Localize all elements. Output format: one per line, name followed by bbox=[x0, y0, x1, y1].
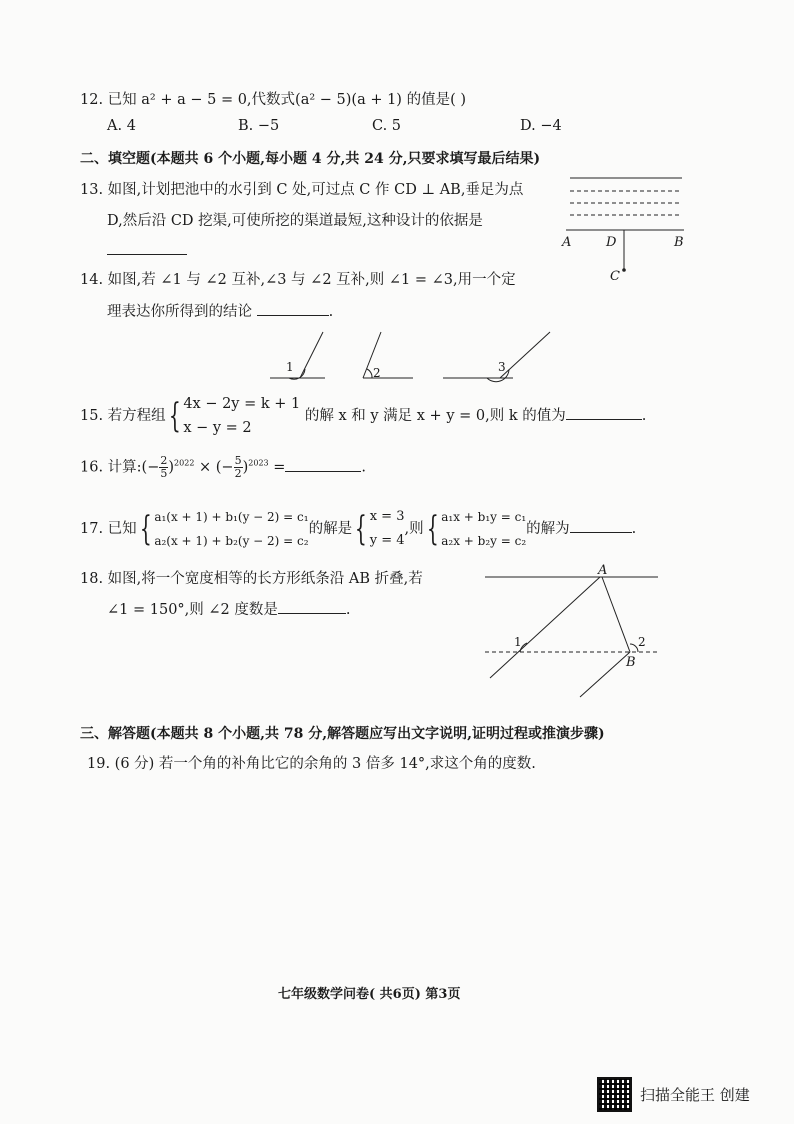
figure-18-folded-strip bbox=[480, 560, 680, 700]
point-b-label-18: B bbox=[626, 655, 636, 670]
question-17-mid2: ,则 bbox=[404, 521, 424, 537]
question-13-line1: 13. 如图,计划把池中的水引到 C 处,可过点 C 作 CD ⊥ AB,垂足为点 bbox=[80, 182, 524, 198]
question-14-line1: 14. 如图,若 ∠1 与 ∠2 互补,∠3 与 ∠2 互补,则 ∠1 = ∠3,用一个定 bbox=[80, 272, 516, 288]
answer-blank-18 bbox=[278, 600, 346, 614]
answer-blank-15 bbox=[566, 406, 642, 420]
option-c: C. 5 bbox=[372, 118, 402, 134]
answer-blank-17 bbox=[570, 519, 632, 533]
option-d: D. −4 bbox=[520, 118, 562, 134]
question-14-text: 理表达你所得到的结论 bbox=[107, 304, 252, 320]
question-15: 15. 若方程组{ 4x − 2y = k + 1 x − y = 2 的解 x 和 y 满足 x + y = 0,则 k 的值为 . bbox=[80, 392, 646, 440]
equation-17-4: a₂x + b₂y = c₂ bbox=[441, 534, 527, 548]
question-18-line1: 18. 如图,将一个宽度相等的长方形纸条沿 AB 折叠,若 bbox=[80, 571, 423, 587]
question-18-line2: ∠1 = 150°,则 ∠2 度数是 . bbox=[107, 602, 351, 618]
equation-system-15 bbox=[183, 392, 300, 440]
answer-blank-16 bbox=[285, 458, 361, 472]
question-16-prefix: 16. 计算:(− bbox=[80, 459, 160, 476]
page-footer: 七年级数学问卷( 共6页) 第3页 bbox=[278, 987, 461, 1002]
point-a-label: A bbox=[562, 235, 572, 250]
solution-17-x: x = 3 bbox=[369, 509, 405, 524]
angle-2-label: 2 bbox=[373, 366, 381, 380]
equation-15-2: x − y = 2 bbox=[183, 420, 252, 436]
equation-system-17a bbox=[154, 505, 308, 553]
answer-blank-14 bbox=[257, 302, 329, 316]
equation-system-17b bbox=[441, 505, 526, 553]
question-16-mid: × (− bbox=[199, 459, 234, 476]
equation-17-3: a₁x + b₁y = c₁ bbox=[441, 510, 527, 524]
equation-17-2: a₂(x + 1) + b₂(y − 2) = c₂ bbox=[154, 534, 309, 548]
answer-blank-13 bbox=[107, 240, 187, 259]
exponent-1: 2022 bbox=[174, 458, 195, 468]
equation-17-1: a₁(x + 1) + b₁(y − 2) = c₁ bbox=[154, 510, 309, 524]
fraction2-numerator: 5 bbox=[234, 454, 242, 467]
angle-1-label-18: 1 bbox=[514, 635, 522, 649]
question-12: 12. 已知 a² + a − 5 = 0,代数式(a² − 5)(a + 1) 的值是( ) bbox=[80, 92, 466, 108]
solution-system-17 bbox=[370, 505, 405, 553]
question-14-line2: 理表达你所得到的结论 . bbox=[107, 304, 334, 320]
question-18-text: ∠1 = 150°,则 ∠2 度数是 bbox=[107, 602, 278, 618]
angle-2-label-18: 2 bbox=[638, 635, 646, 649]
section-fill-in-title: 二、填空题(本题共 6 个小题,每小题 4 分,共 24 分,只要求填写最后结果) bbox=[80, 151, 541, 167]
exponent-2: 2023 bbox=[248, 458, 269, 468]
option-a: A. 4 bbox=[107, 118, 136, 134]
question-19: 19. (6 分) 若一个角的补角比它的余角的 3 倍多 14°,求这个角的度数. bbox=[87, 756, 536, 772]
question-16-equals: = bbox=[273, 459, 286, 476]
angle-1-label: 1 bbox=[286, 360, 294, 374]
fraction2-denominator: 2 bbox=[234, 467, 242, 480]
figure-13-canal bbox=[560, 170, 690, 285]
solution-17-y: y = 4 bbox=[369, 533, 405, 548]
figure-14-angles bbox=[255, 325, 555, 385]
question-15-prefix: 15. 若方程组 bbox=[80, 408, 166, 424]
question-17-mid1: 的解是 bbox=[308, 521, 353, 537]
point-b-label: B bbox=[674, 235, 684, 250]
point-d-label: D bbox=[606, 235, 617, 250]
question-17: 17. 已知{ a₁(x + 1) + b₁(y − 2) = c₁ a₂(x + 1) + b₂(y − 2) = c₂ 的解是{ x = 3 y = 4 ,则{ a₁x + b₁y = c₁ a₂x + b₂y = c₂ 的解为 . bbox=[80, 505, 636, 553]
fraction1-denominator: 5 bbox=[160, 467, 168, 480]
scanner-watermark: 扫描全能王 创建 bbox=[640, 1086, 750, 1104]
equation-15-1: 4x − 2y = k + 1 bbox=[183, 396, 301, 412]
fraction1-numerator: 2 bbox=[160, 454, 168, 467]
question-15-suffix: 的解 x 和 y 满足 x + y = 0,则 k 的值为 bbox=[304, 408, 566, 424]
angle-3-label: 3 bbox=[498, 360, 506, 374]
question-17-suffix: 的解为 bbox=[526, 521, 570, 537]
question-16: 16. 计算:(− $\frac{2}{5}$ )$^{2022}$ × (− $\frac{5}{2}$ )$^{2023}$ = . bbox=[80, 454, 366, 480]
option-b: B. −5 bbox=[238, 118, 280, 134]
question-17-prefix: 17. 已知 bbox=[80, 521, 137, 537]
point-c-label: C bbox=[610, 269, 620, 284]
qr-code-icon bbox=[597, 1077, 632, 1112]
point-a-label-18: A bbox=[598, 563, 608, 578]
question-13-line2: D,然后沿 CD 挖渠,可使所挖的渠道最短,这种设计的依据是 bbox=[107, 213, 483, 229]
section-answer-title: 三、解答题(本题共 8 个小题,共 78 分,解答题应写出文字说明,证明过程或推演步骤) bbox=[80, 726, 605, 742]
